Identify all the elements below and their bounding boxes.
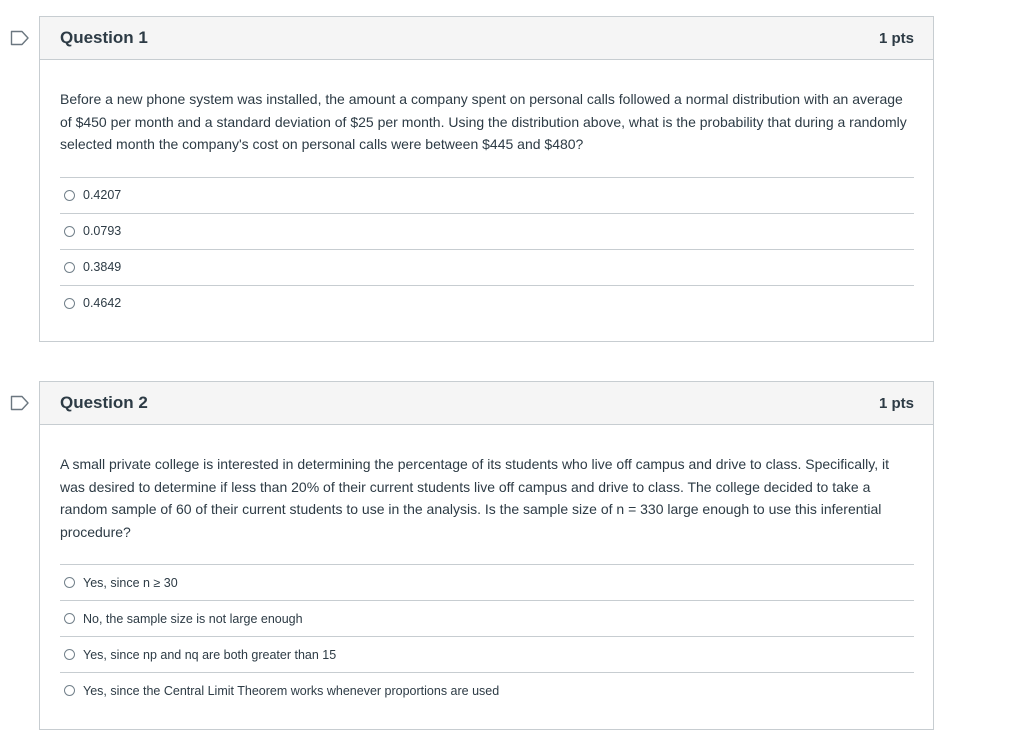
radio-button-icon[interactable] <box>64 649 75 660</box>
answer-option[interactable] <box>60 673 914 708</box>
answer-option[interactable] <box>60 637 914 673</box>
flag-question-icon[interactable] <box>10 395 30 411</box>
question-body <box>40 425 933 708</box>
answer-option[interactable] <box>60 178 914 214</box>
answer-option[interactable] <box>60 214 914 250</box>
answer-label: No, the sample size is not large enough <box>83 611 303 626</box>
answer-option[interactable] <box>60 601 914 637</box>
radio-button-icon[interactable] <box>64 577 75 588</box>
answer-list <box>60 564 914 708</box>
radio-button-icon[interactable] <box>64 262 75 273</box>
answer-option[interactable] <box>60 250 914 286</box>
radio-button-icon[interactable] <box>64 226 75 237</box>
question-title: Question 1 <box>60 28 148 47</box>
question-header <box>40 17 933 60</box>
answer-label: 0.4642 <box>83 296 122 310</box>
question-text: A small private college is interested in determining the percentage of its students who live off campus and drive to class. Specifically, it was desired to determine if less than 20% of their current students live off campus and drive to class. The college decided to take a random sample of 60 of their current students to use in the analysis. Is the sample size of n = 330 large enough to use this inferential procedure? <box>60 456 890 540</box>
question-text: Before a new phone system was installed, the amount a company spent on personal calls followed a normal distribution with an average of $450 per month and a standard deviation of $25 per month. Using the distribution above, what is the probability that during a randomly selected month the company's cost on personal calls were between $445 and $480? <box>60 91 907 152</box>
flag-question-icon[interactable] <box>10 30 30 46</box>
answer-label: Yes, since n ≥ 30 <box>83 575 178 590</box>
question-2 <box>39 381 934 730</box>
answer-option[interactable] <box>60 286 914 321</box>
question-1 <box>39 16 934 342</box>
answer-label: 0.3849 <box>83 260 122 274</box>
radio-button-icon[interactable] <box>64 613 75 624</box>
answer-option[interactable] <box>60 565 914 601</box>
answer-label: Yes, since np and nq are both greater than 15 <box>83 647 337 662</box>
radio-button-icon[interactable] <box>64 190 75 201</box>
answer-label: 0.0793 <box>83 224 122 238</box>
question-body <box>40 60 933 321</box>
answer-label: Yes, since the Central Limit Theorem works whenever proportions are used <box>83 683 500 698</box>
question-title: Question 2 <box>60 393 148 412</box>
question-points: 1 pts <box>878 29 914 47</box>
answer-label: 0.4207 <box>83 188 122 202</box>
answer-list <box>60 177 914 321</box>
question-header <box>40 382 933 425</box>
question-points: 1 pts <box>878 394 914 412</box>
radio-button-icon[interactable] <box>64 298 75 309</box>
radio-button-icon[interactable] <box>64 685 75 696</box>
